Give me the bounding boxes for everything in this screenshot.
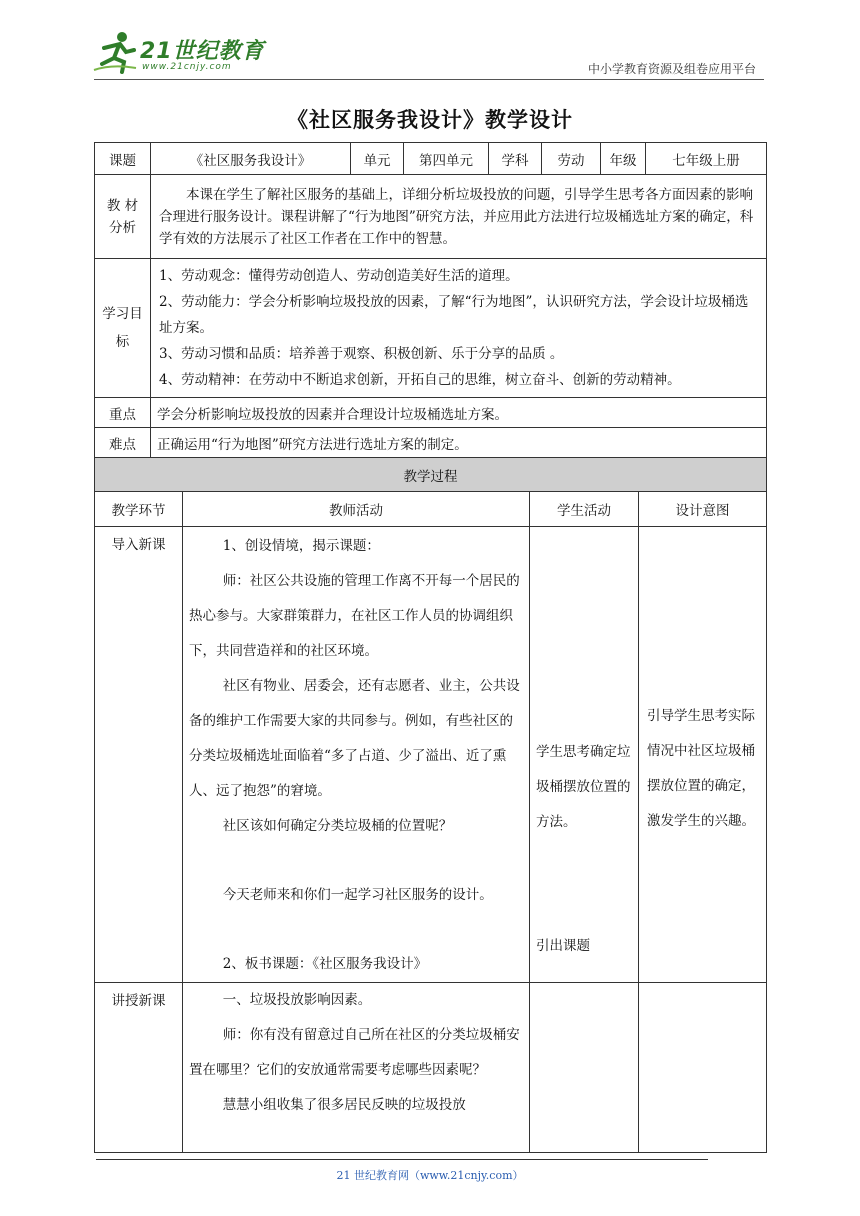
- goals-row: [95, 259, 767, 398]
- student-activity-new: [530, 983, 639, 1153]
- spacer: [189, 913, 523, 947]
- teacher-paragraph: 社区该如何确定分类垃圾桶的位置呢？: [222, 818, 453, 834]
- process-heading-row: [95, 458, 767, 492]
- analysis-text: 本课在学生了解社区服务的基础上，详细分析垃圾投放的问题，引导学生思考各方面因素的影响合理进行服务设计。课程讲解了“行为地图”研究方法，并应用此方法进行垃圾桶选址方案的确定，科学有效的方法展示了社区工作者在工作中的智慧。: [151, 175, 767, 259]
- difficulty-label: 难点: [95, 428, 151, 458]
- header-divider: [94, 79, 764, 80]
- course-value: 《社区服务我设计》: [151, 143, 351, 175]
- teacher-paragraph: 一、垃圾投放影响因素。: [222, 992, 372, 1008]
- subject-value: 劳动: [542, 143, 601, 175]
- process-header-row: [95, 492, 767, 527]
- design-intent-intro: [639, 527, 767, 983]
- logo: [92, 30, 282, 80]
- footer-divider: [96, 1159, 708, 1160]
- subject-label: 学科: [489, 143, 542, 175]
- teacher-paragraph: 今天老师来和你们一起学习社区服务的设计。: [222, 887, 493, 903]
- col-student-header: 学生活动: [530, 492, 639, 527]
- stage-intro: 导入新课: [95, 527, 183, 983]
- grade-label: 年级: [601, 143, 646, 175]
- runner-logo-icon: [92, 30, 138, 74]
- teacher-paragraph: 1、创设情境，揭示课题：: [222, 538, 380, 554]
- intent-text: 引导学生思考实际情况中社区垃圾桶摆放位置的确定，激发学生的兴趣。: [647, 708, 755, 829]
- teaching-process-table: [94, 457, 767, 1153]
- logo-url: www.21cnjy.com: [142, 62, 232, 72]
- col-teacher-header: 教师活动: [183, 492, 530, 527]
- goal-item: 2、劳动能力：学会分析影响垃圾投放的因素，了解“行为地图”，认识研究方法，学会设计垃圾桶选址方案。: [159, 294, 749, 336]
- analysis-row: [95, 175, 767, 259]
- design-intent-new: [639, 983, 767, 1153]
- analysis-label: 教 材分析: [95, 175, 151, 259]
- teacher-paragraph: 社区有物业、居委会，还有志愿者、业主，公共设备的维护工作需要大家的共同参与。例如，有些社区的分类垃圾桶选址面临着“多了占道、少了溢出、近了熏人、远了抱怨”的窘境。: [189, 678, 520, 799]
- key-row: [95, 398, 767, 428]
- student-text-2: 引出课题: [536, 938, 590, 954]
- goals-label: 学习目标: [95, 259, 151, 398]
- course-row: [95, 143, 767, 175]
- process-heading: 教学过程: [95, 458, 767, 492]
- teacher-paragraph: 师：你有没有留意过自己所在社区的分类垃圾桶安置在哪里？它们的安放通常需要考虑哪些因素呢？: [189, 1027, 520, 1078]
- platform-name: 中小学教育资源及组卷应用平台: [587, 62, 756, 76]
- logo-text: 21世纪教育: [140, 39, 265, 64]
- difficulty-row: [95, 428, 767, 458]
- spacer: [189, 844, 523, 878]
- col-intent-header: 设计意图: [639, 492, 767, 527]
- teacher-activity-intro: [183, 527, 530, 983]
- table-row: [95, 527, 767, 983]
- teacher-paragraph: 2、板书课题：《社区服务我设计》: [222, 956, 428, 972]
- goal-item: 4、劳动精神：在劳动中不断追求创新，开拓自己的思维，树立奋斗、创新的劳动精神。: [159, 372, 681, 388]
- teacher-paragraph: 师：社区公共设施的管理工作离不开每一个居民的热心参与。大家群策群力，在社区工作人员的协调组织下，共同营造祥和的社区环境。: [189, 573, 520, 659]
- difficulty-text: 正确运用“行为地图”研究方法进行选址方案的制定。: [151, 428, 767, 458]
- course-label: 课题: [95, 143, 151, 175]
- grade-value: 七年级上册: [646, 143, 767, 175]
- document-title: 《社区服务我设计》教学设计: [287, 107, 573, 132]
- table-row: [95, 983, 767, 1153]
- goals-list: [151, 259, 767, 398]
- key-text: 学会分析影响垃圾投放的因素并合理设计垃圾桶选址方案。: [151, 398, 767, 428]
- goal-item: 1、劳动观念：懂得劳动创造人、劳动创造美好生活的道理。: [159, 268, 519, 284]
- stage-new-lesson: 讲授新课: [95, 983, 183, 1153]
- teacher-paragraph: 慧慧小组收集了很多居民反映的垃圾投放: [222, 1097, 466, 1113]
- student-text: 学生思考确定垃圾桶摆放位置的方法。: [536, 744, 631, 830]
- goal-item: 3、劳动习惯和品质：培养善于观察、积极创新、乐于分享的品质 。: [159, 346, 564, 362]
- page-header: [0, 0, 860, 90]
- key-label: 重点: [95, 398, 151, 428]
- teacher-activity-new: [183, 983, 530, 1153]
- footer-text: 21 世纪教育网（www.21cnjy.com）: [336, 1169, 524, 1182]
- student-activity-intro: [530, 527, 639, 983]
- unit-value: 第四单元: [404, 143, 489, 175]
- unit-label: 单元: [351, 143, 404, 175]
- course-info-table: [94, 142, 767, 458]
- col-stage-header: 教学环节: [95, 492, 183, 527]
